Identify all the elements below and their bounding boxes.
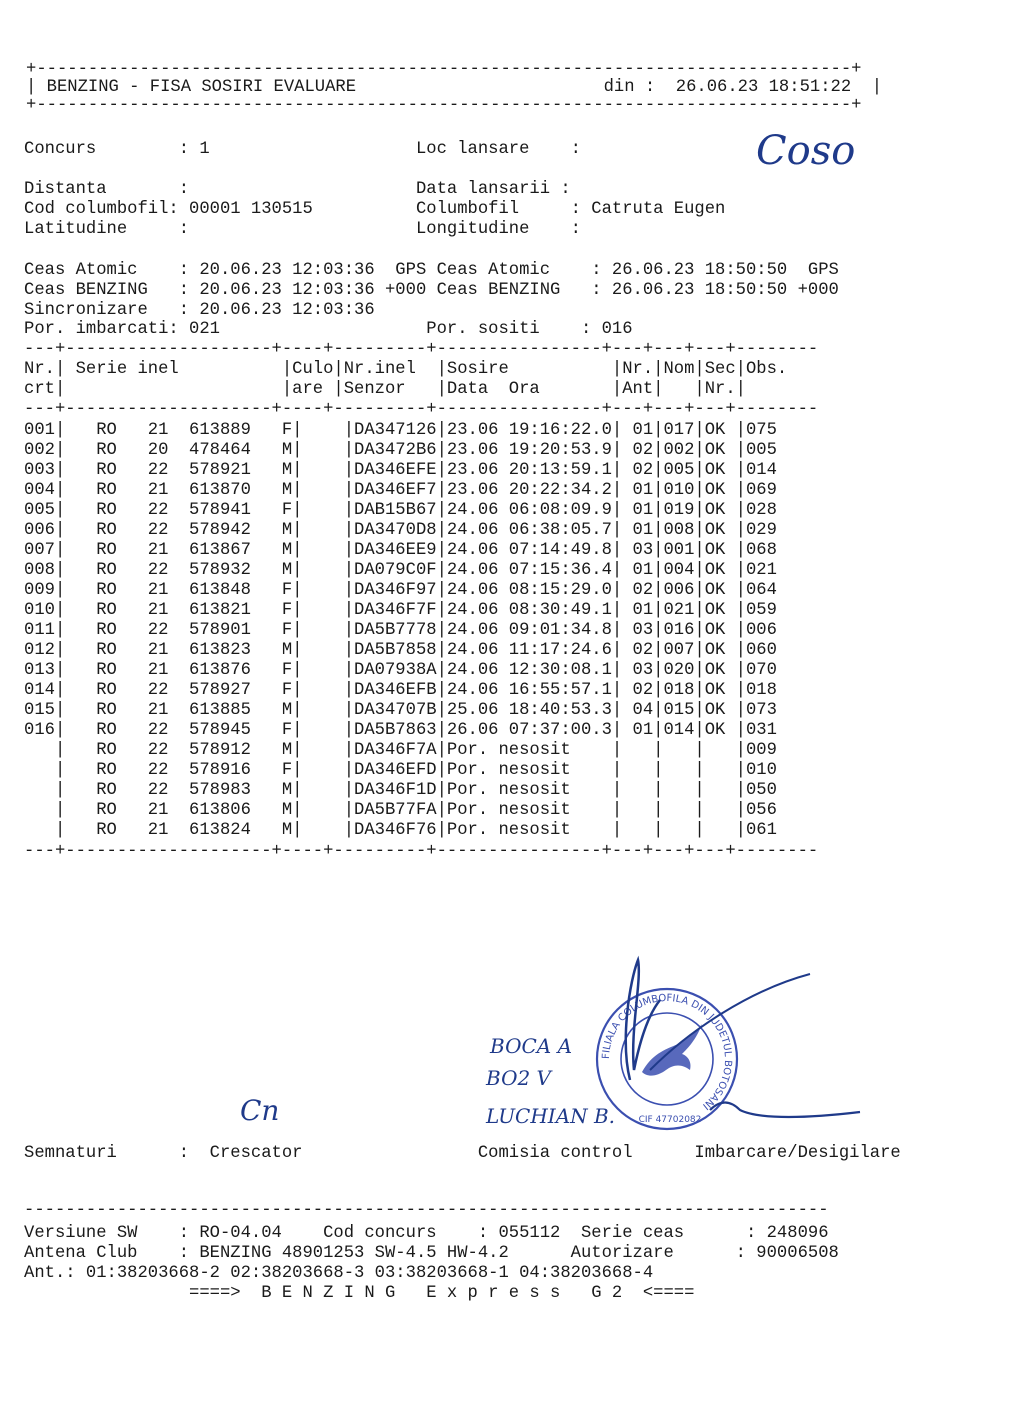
table-row: 013| RO 21 613876 F| |DA07938A|24.06 12:30:08.1| 03|020|OK |070 — [24, 661, 777, 680]
table-row: 010| RO 21 613821 F| |DA346F7F|24.06 08:30:49.1| 01|021|OK |059 — [24, 601, 777, 620]
brand-line: ====> B E N Z I N G E x p r e s s G 2 <==== — [24, 1284, 695, 1303]
table-row: 008| RO 22 578932 M| |DA079C0F|24.06 07:15:36.4| 01|004|OK |021 — [24, 561, 777, 580]
concurs-line: Concurs : 1 Loc lansare : — [24, 140, 581, 159]
table-row: | RO 22 578916 F| |DA346EFD|Por. nesosit | | | |010 — [24, 761, 777, 780]
sincronizare-line: Sincronizare : 20.06.23 12:03:36 — [24, 301, 375, 320]
table-row: 015| RO 21 613885 M| |DA34707B|25.06 18:40:53.3| 04|015|OK |073 — [24, 701, 777, 720]
antennas-line: Ant.: 01:38203668-2 02:38203668-3 03:38203668-1 04:38203668-4 — [24, 1264, 654, 1283]
signature-strokes — [590, 950, 890, 1140]
table-row: 002| RO 20 478464 M| |DA3472B6|23.06 19:20:53.9| 02|002|OK |005 — [24, 441, 777, 460]
table-row: 001| RO 21 613889 F| |DA347126|23.06 19:16:22.0| 01|017|OK |075 — [24, 421, 777, 440]
table-row: 003| RO 22 578921 M| |DA346EFE|23.06 20:13:59.1| 02|005|OK |014 — [24, 461, 777, 480]
header-border-top: +-------------------------------------------------------------------------------+ — [26, 60, 862, 79]
table-separator-mid: ---+--------------------+----+---------+----------------+---+---+---+-------- — [24, 400, 819, 419]
table-row: 007| RO 21 613867 M| |DA346EE9|24.06 07:14:49.8| 03|001|OK |068 — [24, 541, 777, 560]
table-row: | RO 22 578912 M| |DA346F7A|Por. nesosit | | | |009 — [24, 741, 777, 760]
table-row: 011| RO 22 578901 F| |DA5B7778|24.06 09:01:34.8| 03|016|OK |006 — [24, 621, 777, 640]
table-separator-bottom: ---+--------------------+----+---------+----------------+---+---+---+-------- — [24, 842, 819, 861]
table-row: 009| RO 21 613848 F| |DA346F97|24.06 08:15:29.0| 02|006|OK |064 — [24, 581, 777, 600]
signature-comisia-1: BOCA A — [490, 1034, 573, 1058]
por-imbarcati-line: Por. imbarcati: 021 Por. sositi : 016 — [24, 320, 633, 339]
table-row: | RO 22 578983 M| |DA346F1D|Por. nesosit | | | |050 — [24, 781, 777, 800]
footer-separator: ------------------------------------------------------------------------------ — [24, 1201, 829, 1220]
table-row: | RO 21 613806 M| |DA5B77FA|Por. nesosit | | | |056 — [24, 801, 777, 820]
signatures-line: Semnaturi : Crescator Comisia control Imbarcare/Desigilare — [24, 1144, 901, 1163]
table-row: 012| RO 21 613823 M| |DA5B7858|24.06 11:17:24.6| 02|007|OK |060 — [24, 641, 777, 660]
table-row: 004| RO 21 613870 M| |DA346EF7|23.06 20:22:34.2| 01|010|OK |069 — [24, 481, 777, 500]
header-border-bottom: +-------------------------------------------------------------------------------+ — [26, 96, 862, 115]
table-row: 016| RO 22 578945 F| |DA5B7863|26.06 07:37:00.3| 01|014|OK |031 — [24, 721, 777, 740]
signature-comisia-2: BO2 V — [486, 1066, 551, 1090]
signature-comisia-3: LUCHIAN B. — [486, 1104, 616, 1128]
document-title: | BENZING - FISA SOSIRI EVALUARE din : 26.06.23 18:51:22 | — [26, 78, 883, 97]
table-row: | RO 21 613824 M| |DA346F76|Por. nesosit | | | |061 — [24, 821, 777, 840]
handwritten-loc-lansare: Coso — [756, 128, 856, 174]
cod-columbofil-line: Cod columbofil: 00001 130515 Columbofil : Catruta Eugen — [24, 200, 726, 219]
stamp-cif: CIF 47702082 — [638, 1115, 702, 1125]
signature-crescator: Cn — [240, 1094, 280, 1127]
table-row: 014| RO 22 578927 F| |DA346EFB|24.06 16:55:57.1| 02|018|OK |018 — [24, 681, 777, 700]
ceas-benzing-line: Ceas BENZING : 20.06.23 12:03:36 +000 Ceas BENZING : 26.06.23 18:50:50 +000 — [24, 281, 839, 300]
stamp-text: FILIALA COLUMBOFILA DIN JUDETUL BOTOSANI — [600, 992, 734, 1112]
table-row: 005| RO 22 578941 F| |DAB15B67|24.06 06:08:09.9| 01|019|OK |028 — [24, 501, 777, 520]
latitudine-line: Latitudine : Longitudine : — [24, 220, 581, 239]
ceas-atomic-line: Ceas Atomic : 20.06.23 12:03:36 GPS Ceas Atomic : 26.06.23 18:50:50 GPS — [24, 261, 839, 280]
table-header-row-1: Nr.| Serie inel |Culo|Nr.inel |Sosire |Nr.|Nom|Sec|Obs. — [24, 360, 788, 379]
versiune-line: Versiune SW : RO-04.04 Cod concurs : 055112 Serie ceas : 248096 — [24, 1224, 829, 1243]
table-row: 006| RO 22 578942 M| |DA3470D8|24.06 06:38:05.7| 01|008|OK |029 — [24, 521, 777, 540]
distanta-line: Distanta : Data lansarii : — [24, 180, 571, 199]
table-header-row-2: crt| |are |Senzor |Data Ora |Ant| |Nr.| — [24, 380, 746, 399]
antena-line: Antena Club : BENZING 48901253 SW-4.5 HW-4.2 Autorizare : 90006508 — [24, 1244, 839, 1263]
table-separator-top: ---+--------------------+----+---------+----------------+---+---+---+-------- — [24, 340, 819, 359]
